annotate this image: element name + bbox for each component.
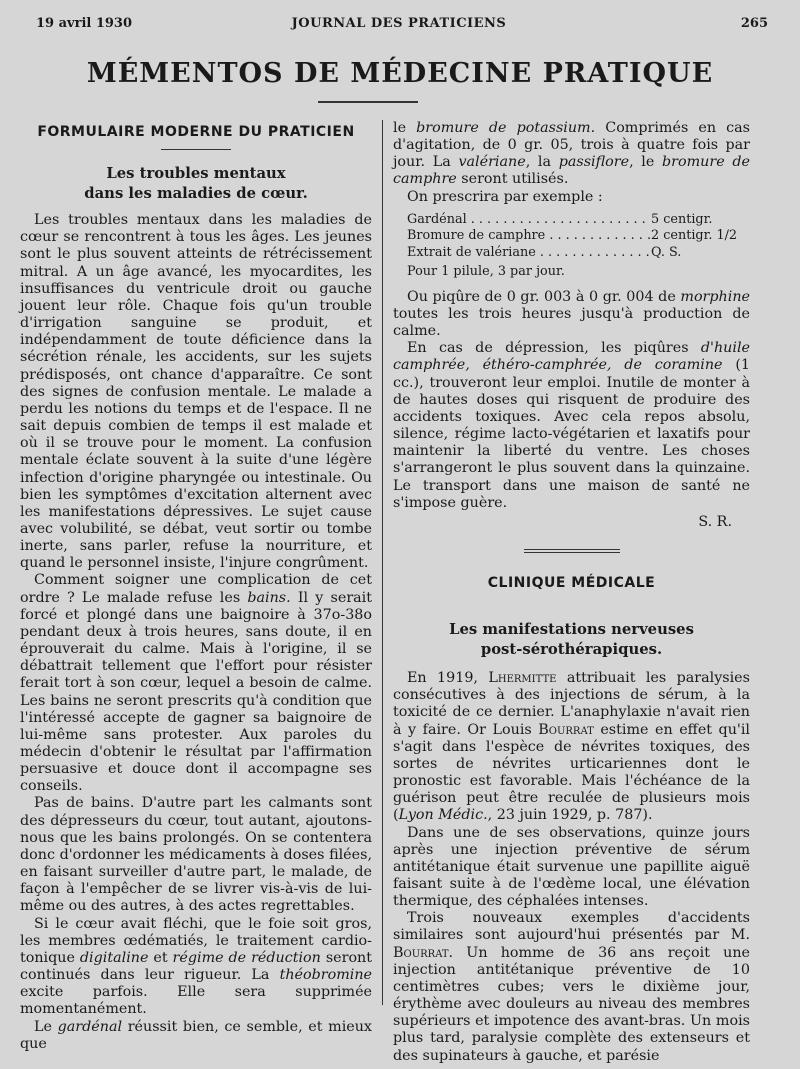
emphasis-text: théobromine	[279, 967, 372, 984]
paragraph	[20, 572, 372, 795]
emphasis-text: d'huile camphrée, éthéro-camphrée, de coramine	[393, 340, 750, 374]
issue-date: 19 avril 1930	[36, 16, 133, 31]
text-run: Trois nouveaux exemples d'accidents similaires sont aujourd'hui présentés par M.	[393, 910, 750, 944]
emphasis-text: gardénal	[57, 1018, 123, 1035]
text-run: seront utilisés.	[456, 171, 569, 188]
formula-dose: 2 centigr. 1/2	[651, 228, 738, 244]
prescription-formula	[407, 212, 750, 281]
section-rule	[161, 149, 231, 150]
formula-ingredient: Extrait de valériane . . .	[407, 245, 651, 262]
emphasis-text: valériane	[458, 154, 526, 171]
formula-ingredient: Bromure de camphre . . .	[407, 228, 651, 245]
article-title-line: dans les maladies de cœur.	[84, 185, 308, 203]
text-run: Le	[34, 1018, 58, 1035]
text-run: seront continués dans leur rigueur. La	[20, 949, 373, 984]
emphasis-text: bromure de camphre	[393, 154, 750, 188]
formula-dose: Q. S.	[651, 244, 682, 260]
page-title: MÉMENTOS DE MÉDECINE PRATIQUE	[86, 58, 714, 89]
emphasis-text: passiflore	[558, 154, 630, 171]
emphasis-text: bains.	[247, 589, 291, 606]
title-rule	[318, 101, 418, 103]
paragraph	[20, 1019, 372, 1053]
text-run: estime en effet qu'il s'agit dans l'espèce de névrites toxiques, des sortes de névrites urticariennes dont le pronostic est favorable. Mais l'échéance de la guérison peut être reculée de plusieurs mois (	[393, 721, 750, 824]
text-run: En 1919,	[407, 670, 489, 687]
section-heading-formulaire: FORMULAIRE MODERNE DU PRATICIEN	[37, 124, 355, 140]
text-run: réussit bien, ce semble, et mieux que	[20, 1018, 372, 1052]
paragraph	[393, 670, 750, 824]
article-title-line: Les troubles mentaux	[106, 165, 286, 183]
text-run: , le	[629, 154, 663, 171]
paragraph	[393, 289, 750, 340]
text-run: et	[148, 949, 173, 966]
text-run: Comment soigner une complication de cet ordre ? Le malade refuse les	[20, 572, 372, 606]
paragraph	[393, 910, 750, 1064]
text-run: . Un homme de 36 ans reçoit une injection antitétanique préventive de 10 centimètres cubes; vers le dixième jour, érythème avec douleurs au niveau des membres supérieurs et impotence des avant-bras. Un mois plus tard, paralysie complète des extenseurs et des supinateurs à gauche, et parésie	[393, 944, 750, 1064]
formula-dose: 5 centigr.	[651, 211, 713, 227]
text-run: , 23 juin 1929, p. 787).	[487, 807, 653, 824]
formula-row	[407, 228, 750, 245]
text-run: (1 cc.), trouveront leur emploi. Inutile de monter à de hautes doses qui risquent de produire des accidents toxiques. Avec cela repos absolu, silence, régime lacto-végétarien et laxatifs pour maintenir la liberté du ventre. Les choses s'arrangeront le plus souvent dans la quinzaine. Le transport dans une maison de santé ne s'impose guère.	[393, 357, 750, 511]
text-run: excite parfois. Elle sera supprimée momentanément.	[20, 984, 372, 1018]
author-name: Bourrat	[393, 944, 449, 961]
text-run: , la	[525, 154, 559, 171]
page-number: 265	[740, 16, 768, 31]
journal-name: JOURNAL DES PRATICIENS	[291, 16, 507, 31]
text-run: le	[393, 120, 417, 136]
emphasis-text: régime de réduction	[172, 949, 321, 966]
author-name: Bourrat	[538, 721, 594, 738]
article-title-troubles	[20, 164, 372, 204]
text-run: Comprimés en cas d'agitation, de 0 gr. 05, trois à quatre fois par jour. La	[393, 120, 750, 171]
right-column	[393, 120, 750, 1065]
paragraph: On prescrira par exemple :	[407, 188, 603, 205]
paragraph: Dans une de ses observations, quinze jours après une injection préventive de sérum antitétanique était survenue une papillite aiguë faisant suite à de l'œdème local, une élévation thermique, des céphalées intenses.	[393, 824, 750, 910]
formula-note: Pour 1 pilule, 3 par jour.	[407, 264, 565, 280]
formula-row	[407, 212, 750, 229]
text-run: En cas de dépression, les piqûres	[407, 340, 701, 357]
article-separator	[524, 549, 620, 553]
text-run: Ou piqûre de 0 gr. 003 à 0 gr. 004 de	[407, 288, 681, 305]
text-run: attribuait les paralysies consécutives à des injections de sérum, à la toxicité de ce dernier. L'anaphylaxie n'avait rien à y faire. Or Louis	[393, 670, 750, 738]
formula-row	[407, 245, 750, 262]
paragraph	[393, 120, 750, 189]
paragraph	[20, 916, 372, 1019]
running-head	[30, 14, 768, 36]
text-run: Il y serait forcé et plongé dans une baignoire à 37o-38o pendant deux à trois heures, sans doute, il en éprouverait du calme. Mais à l'origine, il se débattrait tellement que l'effort pour résister ferait tort à son cœur, lequel a besoin de calme. Les bains ne seront prescrits qu'à condition que l'intéressé accepte de gagner sa baignoire de lui-même sans protester. Aux paroles du médecin d'obtenir le résultat par l'affirmation persuasive et douce dont il accompagne ses conseils.	[20, 589, 372, 795]
citation-journal: Lyon Médic.	[398, 807, 488, 824]
formula-ingredient: Gardénal . . .	[407, 212, 651, 229]
emphasis-text: morphine	[680, 288, 750, 305]
article-title-line: Les manifestations nerveuses	[449, 621, 694, 639]
author-signature: S. R.	[698, 513, 732, 530]
left-column	[20, 120, 372, 1053]
paragraph: Pas de bains. D'autre part les calmants sont des dépresseurs du cœur, tout autant, ajoutons-nous que les bains prolongés. On se contentera donc d'ordonner les médicaments à doses filées, en faisant surveiller d'autre part, le malade, de façon à l'empêcher de se livrer vis-à-vis de lui-même ou des autres, à des actes regrettables.	[20, 795, 372, 915]
section-heading-clinique: CLINIQUE MÉDICALE	[487, 574, 656, 591]
column-divider	[382, 120, 383, 1005]
paragraph	[393, 340, 750, 512]
text-run: toutes les trois heures jusqu'à production de calme.	[393, 305, 750, 340]
author-name: Lhermitte	[488, 670, 557, 687]
article-title-manifestations	[393, 620, 750, 660]
paragraph: Les troubles mentaux dans les maladies de cœur se rencontrent à tous les âges. Les jeunes sont le plus souvent atteints de rétrécissement mitral. A un âge avancé, les myocardites, les insuffisances du ventricule droit ou gauche jouent leur rôle. Chaque fois qu'un trouble d'irrigation sanguine se produit, et indépendamment de toute déficience dans la sécrétion rénale, les accidents, sur les sujets prédisposés, ont chance d'apparaître. Ce sont des signes de confusion mentale. Le malade a perdu les notions du temps et de l'espace. Il ne sait depuis combien de temps il est malade et où il se trouve pour le moment. La confusion mentale éclate souvent à la suite d'une légère infection d'origine pharyngée ou intestinale. Ou bien les symptômes d'excitation alternent avec les manifestations dépressives. Le sujet cause avec volubilité, se débat, veut sortir ou tombe inerte, sans parler, refuse la nourriture, et quand le personnel insiste, l'injure congrûment.	[20, 212, 372, 572]
emphasis-text: digitaline	[79, 949, 149, 966]
emphasis-text: bromure de potassium.	[416, 120, 596, 136]
article-title-line: post-sérothérapiques.	[480, 641, 663, 659]
text-run: Si le cœur avait fléchi, que le foie soit gros, les membres œdématiés, le traitement cardio-tonique	[20, 915, 372, 966]
